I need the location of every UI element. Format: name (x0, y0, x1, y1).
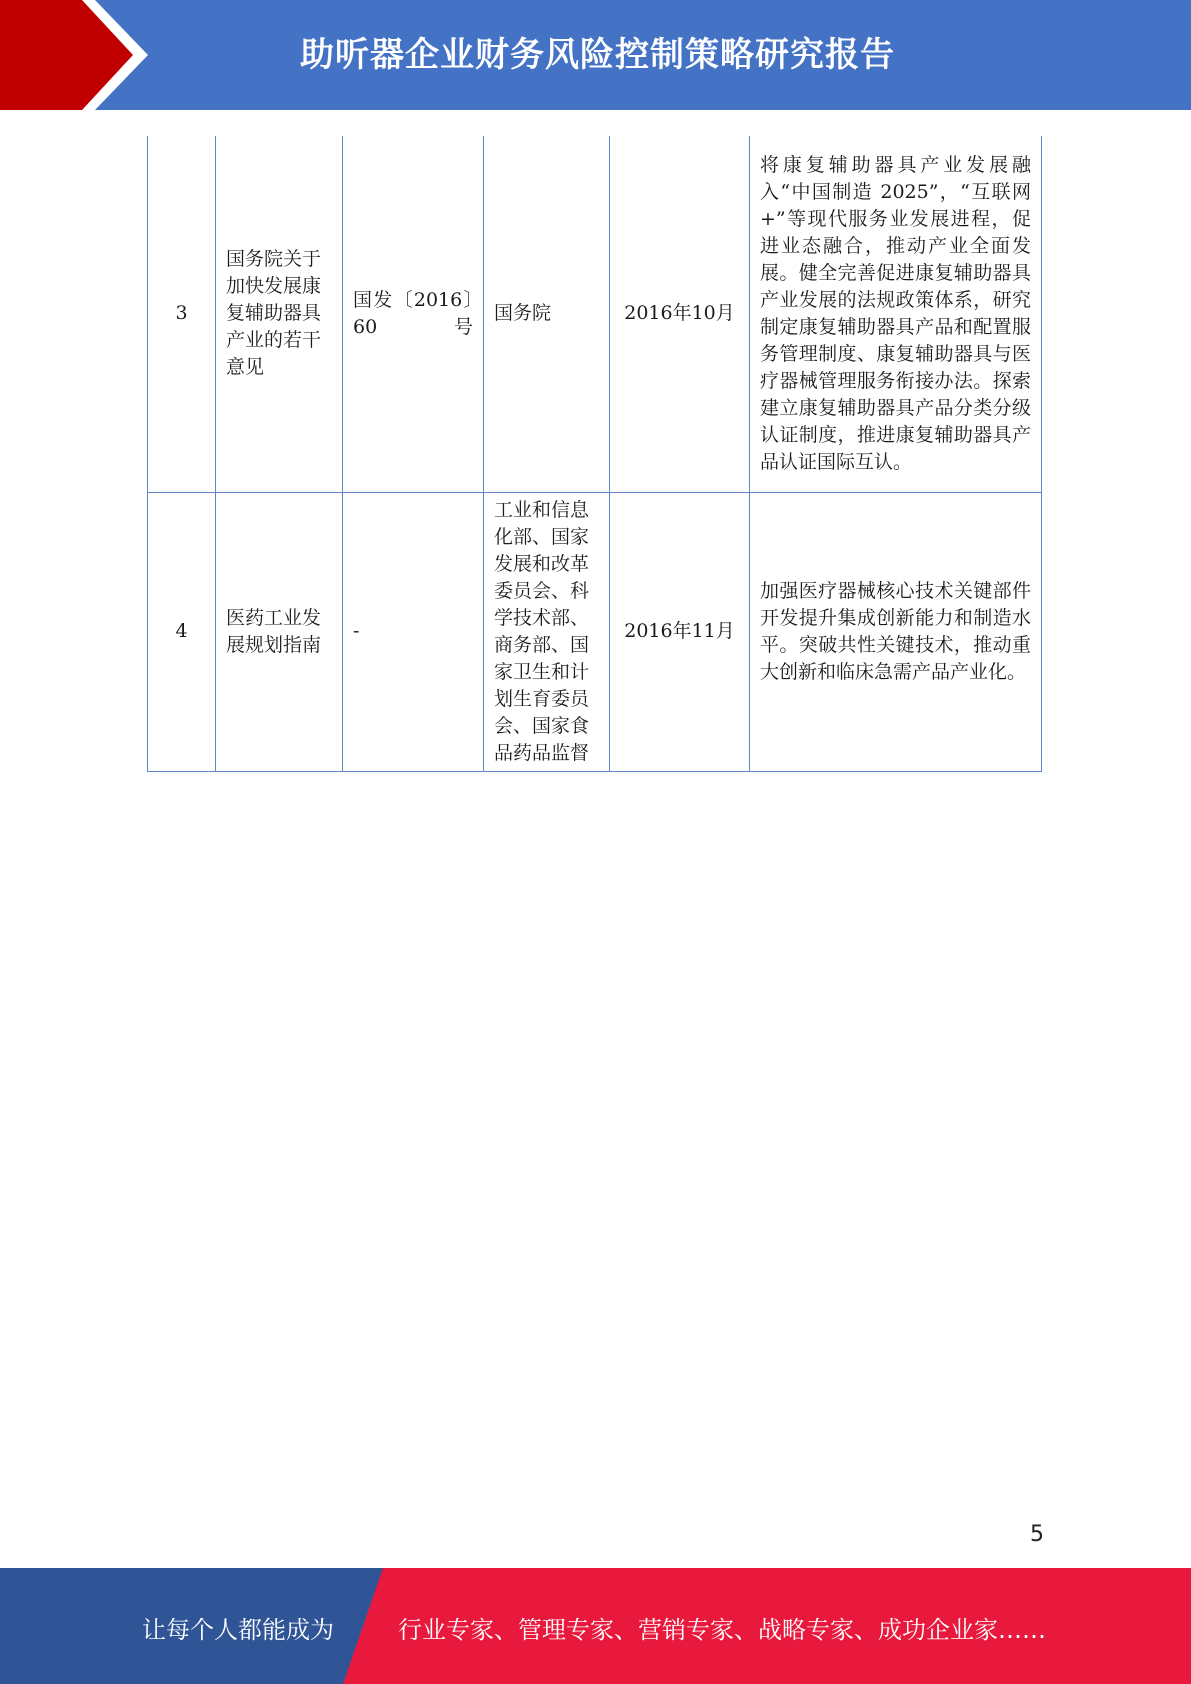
cell-issuer: 工业和信息化部、国家发展和改革委员会、科学技术部、商务部、国家卫生和计划生育委员会、国家食品药品监督 (484, 492, 610, 771)
report-title: 助听器企业财务风险控制策略研究报告 (300, 35, 895, 75)
table-row (148, 136, 1042, 492)
policy-table (147, 136, 1042, 772)
cell-no: 4 (148, 492, 216, 771)
footer-slogan-right: 行业专家、管理专家、营销专家、战略专家、成功企业家…… (398, 1616, 1046, 1644)
cell-date: 2016年10月 (610, 136, 750, 492)
cell-content: 将康复辅助器具产业发展融入“中国制造 2025”，“互联网+”等现代服务业发展进程，促进业态融合，推动产业全面发展。健全完善促进康复辅助器具产业发展的法规政策体系，研究制定康复辅助器具产品和配置服务管理制度、康复辅助器具与医疗器械管理服务衔接办法。探索建立康复辅助器具产品分类分级认证制度，推进康复辅助器具产品认证国际互认。 (750, 136, 1042, 492)
cell-date: 2016年11月 (610, 492, 750, 771)
cell-doc-no: 国发〔2016〕60号 (343, 136, 484, 492)
header-arrow-accent (0, 0, 160, 110)
cell-no: 3 (148, 136, 216, 492)
page-number: 5 (1030, 1522, 1044, 1547)
cell-content: 加强医疗器械核心技术关键部件开发提升集成创新能力和制造水平。突破共性关键技术，推动重大创新和临床急需产品产业化。 (750, 492, 1042, 771)
page-header (0, 0, 1191, 110)
cell-issuer: 国务院 (484, 136, 610, 492)
cell-name: 国务院关于加快发展康复辅助器具产业的若干意见 (216, 136, 343, 492)
cell-doc-no: - (343, 492, 484, 771)
footer-slogan-left: 让每个人都能成为 (142, 1616, 334, 1644)
cell-name: 医药工业发展规划指南 (216, 492, 343, 771)
table-row (148, 492, 1042, 771)
